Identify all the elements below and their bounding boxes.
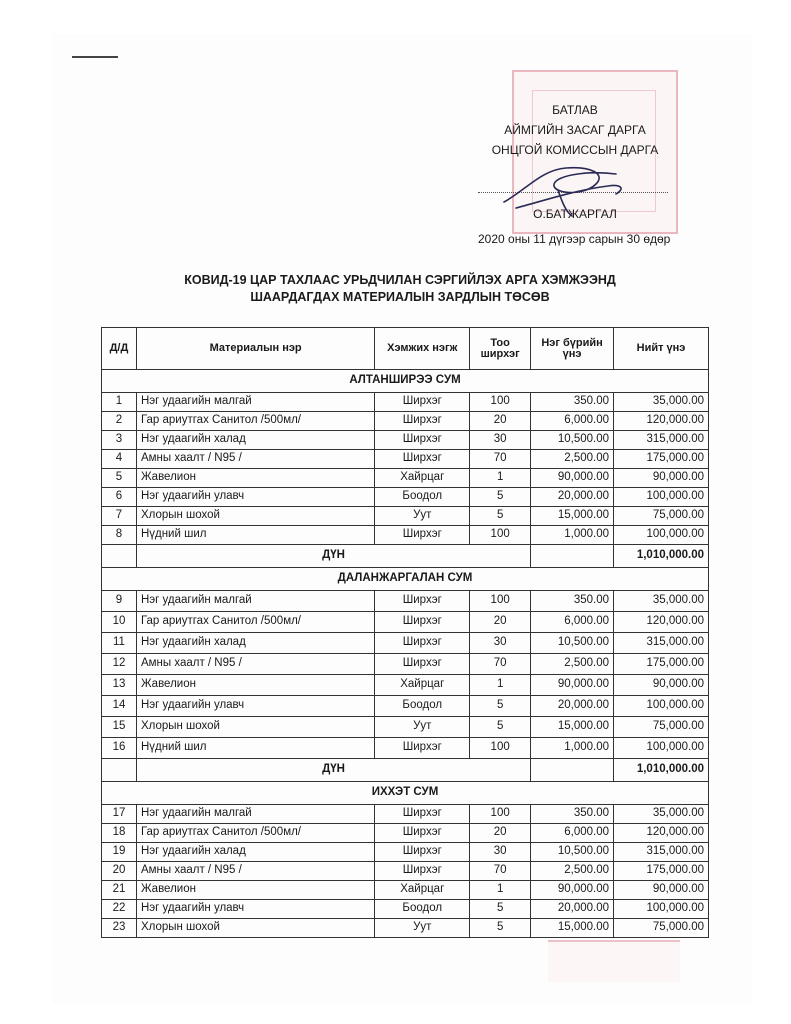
table-row: [102, 843, 709, 862]
row-total: 35,000.00: [614, 805, 709, 824]
row-qty: 70: [470, 450, 531, 469]
table-row: [102, 507, 709, 526]
row-no: 22: [102, 900, 137, 919]
row-qty: 1: [470, 469, 531, 488]
row-price: 2,500.00: [531, 862, 614, 881]
row-no: 9: [102, 591, 137, 612]
row-total: 315,000.00: [614, 633, 709, 654]
row-unit: Ширхэг: [375, 431, 470, 450]
row-total: 90,000.00: [614, 675, 709, 696]
row-qty: 30: [470, 633, 531, 654]
table-row: [102, 696, 709, 717]
row-name: Гар ариутгах Санитол /500мл/: [136, 612, 374, 633]
section-title: АЛТАНШИРЭЭ СУМ: [102, 370, 709, 393]
row-unit: Хайрцаг: [375, 675, 470, 696]
row-total: 315,000.00: [614, 843, 709, 862]
header-no: Д/Д: [102, 328, 137, 370]
sum-blank: [102, 545, 137, 568]
row-no: 7: [102, 507, 137, 526]
row-unit: Ширхэг: [375, 738, 470, 759]
section-title: ИХХЭТ СУМ: [102, 782, 709, 805]
row-qty: 5: [470, 919, 531, 938]
row-total: 120,000.00: [614, 824, 709, 843]
header-total: Нийт үнэ: [614, 328, 709, 370]
row-qty: 20: [470, 412, 531, 431]
section-row: [102, 370, 709, 393]
row-total: 75,000.00: [614, 717, 709, 738]
row-qty: 5: [470, 488, 531, 507]
row-name: Гар ариутгах Санитол /500мл/: [136, 824, 374, 843]
row-total: 75,000.00: [614, 919, 709, 938]
row-price: 6,000.00: [531, 412, 614, 431]
row-unit: Боодол: [375, 696, 470, 717]
row-qty: 20: [470, 612, 531, 633]
row-no: 2: [102, 412, 137, 431]
approval-line-1: БАТЛАВ: [552, 103, 598, 117]
row-name: Нүдний шил: [136, 526, 374, 545]
row-price: 6,000.00: [531, 612, 614, 633]
row-qty: 100: [470, 805, 531, 824]
sum-label: ДҮН: [136, 545, 530, 568]
row-total: 120,000.00: [614, 412, 709, 431]
sum-blank: [531, 759, 614, 782]
row-name: Хлорын шохой: [136, 717, 374, 738]
row-qty: 1: [470, 675, 531, 696]
approval-line-2: АЙМГИЙН ЗАСАГ ДАРГА: [504, 123, 646, 137]
row-unit: Хайрцаг: [375, 881, 470, 900]
row-name: Нэг удаагийн улавч: [136, 488, 374, 507]
sum-row: [102, 545, 709, 568]
row-total: 100,000.00: [614, 738, 709, 759]
row-total: 100,000.00: [614, 900, 709, 919]
row-unit: Уут: [375, 919, 470, 938]
row-price: 15,000.00: [531, 919, 614, 938]
section-row: [102, 568, 709, 591]
row-price: 20,000.00: [531, 900, 614, 919]
table-row: [102, 591, 709, 612]
table-row: [102, 738, 709, 759]
sum-row: [102, 759, 709, 782]
row-name: Нэг удаагийн малгай: [136, 393, 374, 412]
row-total: 175,000.00: [614, 862, 709, 881]
row-total: 175,000.00: [614, 654, 709, 675]
document-title: [120, 272, 680, 306]
table-row: [102, 633, 709, 654]
row-unit: Ширхэг: [375, 654, 470, 675]
table-row: [102, 526, 709, 545]
row-total: 175,000.00: [614, 450, 709, 469]
row-no: 13: [102, 675, 137, 696]
row-name: Жавелион: [136, 881, 374, 900]
table-row: [102, 654, 709, 675]
table-header-row: [102, 328, 709, 370]
row-no: 19: [102, 843, 137, 862]
section-row: [102, 782, 709, 805]
row-qty: 1: [470, 881, 531, 900]
row-price: 10,500.00: [531, 843, 614, 862]
row-qty: 30: [470, 843, 531, 862]
row-unit: Ширхэг: [375, 862, 470, 881]
row-no: 8: [102, 526, 137, 545]
row-name: Гар ариутгах Санитол /500мл/: [136, 412, 374, 431]
row-name: Жавелион: [136, 469, 374, 488]
row-unit: Ширхэг: [375, 805, 470, 824]
row-no: 15: [102, 717, 137, 738]
budget-table: [101, 327, 709, 938]
header-unit: Хэмжих нэгж: [375, 328, 470, 370]
row-total: 100,000.00: [614, 526, 709, 545]
row-qty: 100: [470, 526, 531, 545]
row-qty: 100: [470, 591, 531, 612]
row-name: Нүдний шил: [136, 738, 374, 759]
table-row: [102, 450, 709, 469]
row-total: 35,000.00: [614, 393, 709, 412]
row-qty: 5: [470, 507, 531, 526]
row-total: 35,000.00: [614, 591, 709, 612]
header-name: Материалын нэр: [136, 328, 374, 370]
sum-blank: [102, 759, 137, 782]
row-price: 20,000.00: [531, 696, 614, 717]
row-unit: Боодол: [375, 488, 470, 507]
table-row: [102, 612, 709, 633]
table-row: [102, 431, 709, 450]
row-name: Нэг удаагийн малгай: [136, 591, 374, 612]
row-no: 1: [102, 393, 137, 412]
row-qty: 30: [470, 431, 531, 450]
row-unit: Ширхэг: [375, 526, 470, 545]
signatory-name: О.БАТЖАРГАЛ: [533, 207, 617, 221]
row-price: 15,000.00: [531, 717, 614, 738]
row-qty: 5: [470, 900, 531, 919]
row-no: 18: [102, 824, 137, 843]
row-no: 17: [102, 805, 137, 824]
row-total: 100,000.00: [614, 696, 709, 717]
sum-label: ДҮН: [136, 759, 530, 782]
row-price: 15,000.00: [531, 507, 614, 526]
top-left-mark: [72, 56, 118, 58]
row-no: 11: [102, 633, 137, 654]
row-name: Жавелион: [136, 675, 374, 696]
table-row: [102, 675, 709, 696]
row-total: 90,000.00: [614, 881, 709, 900]
row-name: Хлорын шохой: [136, 507, 374, 526]
table-row: [102, 393, 709, 412]
header-price: Нэг бүрийн үнэ: [531, 328, 614, 370]
row-total: 120,000.00: [614, 612, 709, 633]
row-unit: Хайрцаг: [375, 469, 470, 488]
row-unit: Уут: [375, 507, 470, 526]
row-unit: Ширхэг: [375, 591, 470, 612]
row-total: 90,000.00: [614, 469, 709, 488]
row-unit: Ширхэг: [375, 824, 470, 843]
row-name: Нэг удаагийн халад: [136, 843, 374, 862]
row-name: Амны хаалт / N95 /: [136, 450, 374, 469]
row-total: 75,000.00: [614, 507, 709, 526]
row-qty: 70: [470, 862, 531, 881]
row-price: 6,000.00: [531, 824, 614, 843]
table-row: [102, 412, 709, 431]
table-row: [102, 881, 709, 900]
row-unit: Ширхэг: [375, 393, 470, 412]
row-name: Нэг удаагийн халад: [136, 633, 374, 654]
row-no: 4: [102, 450, 137, 469]
row-qty: 100: [470, 393, 531, 412]
row-unit: Ширхэг: [375, 633, 470, 654]
row-price: 90,000.00: [531, 675, 614, 696]
sum-value: 1,010,000.00: [614, 545, 709, 568]
row-unit: Ширхэг: [375, 843, 470, 862]
row-no: 23: [102, 919, 137, 938]
row-no: 21: [102, 881, 137, 900]
row-name: Нэг удаагийн улавч: [136, 900, 374, 919]
table-row: [102, 717, 709, 738]
row-unit: Ширхэг: [375, 450, 470, 469]
row-price: 350.00: [531, 591, 614, 612]
row-no: 6: [102, 488, 137, 507]
document-date: 2020 оны 11 дүгээр сарын 30 өдөр: [478, 232, 671, 246]
table-row: [102, 919, 709, 938]
row-qty: 100: [470, 738, 531, 759]
bottom-stamp: [548, 940, 680, 982]
row-price: 10,500.00: [531, 431, 614, 450]
row-qty: 5: [470, 696, 531, 717]
row-price: 1,000.00: [531, 738, 614, 759]
table-row: [102, 900, 709, 919]
title-line-1: КОВИД-19 ЦАР ТАХЛААС УРЬДЧИЛАН СЭРГИЙЛЭХ АРГА ХЭМЖЭЭНД: [184, 273, 616, 287]
approval-line-3: ОНЦГОЙ КОМИССЫН ДАРГА: [491, 143, 659, 157]
row-price: 20,000.00: [531, 488, 614, 507]
row-qty: 70: [470, 654, 531, 675]
row-unit: Боодол: [375, 900, 470, 919]
section-title: ДАЛАНЖАРГАЛАН СУМ: [102, 568, 709, 591]
row-name: Амны хаалт / N95 /: [136, 654, 374, 675]
row-name: Амны хаалт / N95 /: [136, 862, 374, 881]
row-total: 315,000.00: [614, 431, 709, 450]
row-no: 5: [102, 469, 137, 488]
sum-blank: [531, 545, 614, 568]
row-qty: 20: [470, 824, 531, 843]
row-no: 10: [102, 612, 137, 633]
row-qty: 5: [470, 717, 531, 738]
table-row: [102, 862, 709, 881]
table-row: [102, 469, 709, 488]
row-unit: Ширхэг: [375, 412, 470, 431]
row-total: 100,000.00: [614, 488, 709, 507]
row-price: 10,500.00: [531, 633, 614, 654]
row-name: Хлорын шохой: [136, 919, 374, 938]
table-row: [102, 824, 709, 843]
row-unit: Уут: [375, 717, 470, 738]
row-no: 12: [102, 654, 137, 675]
table-row: [102, 805, 709, 824]
row-price: 90,000.00: [531, 881, 614, 900]
row-no: 3: [102, 431, 137, 450]
handwritten-signature: [496, 150, 646, 220]
header-qty: Тоо ширхэг: [470, 328, 531, 370]
row-price: 90,000.00: [531, 469, 614, 488]
row-name: Нэг удаагийн малгай: [136, 805, 374, 824]
table-row: [102, 488, 709, 507]
row-price: 350.00: [531, 393, 614, 412]
row-no: 16: [102, 738, 137, 759]
row-price: 2,500.00: [531, 450, 614, 469]
row-price: 350.00: [531, 805, 614, 824]
table-body: [102, 370, 709, 938]
row-price: 2,500.00: [531, 654, 614, 675]
row-unit: Ширхэг: [375, 612, 470, 633]
title-line-2: ШААРДАГДАХ МАТЕРИАЛЫН ЗАРДЛЫН ТӨСӨВ: [250, 290, 550, 304]
sum-value: 1,010,000.00: [614, 759, 709, 782]
row-name: Нэг удаагийн халад: [136, 431, 374, 450]
row-name: Нэг удаагийн улавч: [136, 696, 374, 717]
row-no: 14: [102, 696, 137, 717]
row-no: 20: [102, 862, 137, 881]
row-price: 1,000.00: [531, 526, 614, 545]
